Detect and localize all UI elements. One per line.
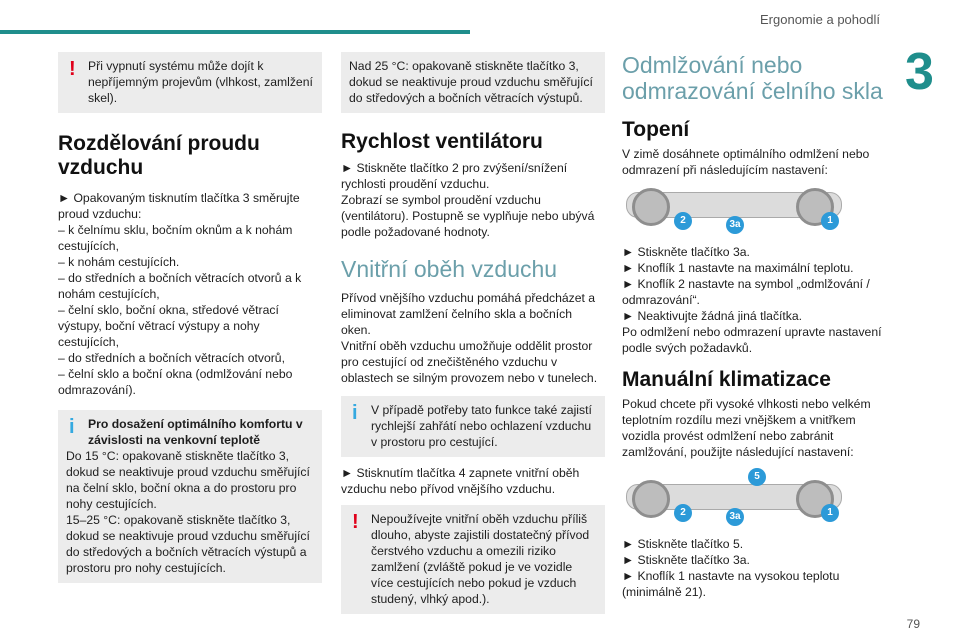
info-title: Pro dosažení optimálního komfortu v závislosti na venkovní teplotě [88, 417, 303, 447]
paragraph: Zobrazí se symbol proudění vzduchu (ventilátoru). Postupně se vyplňuje nebo ubývá podle požadované hodnoty. [341, 193, 595, 239]
info-text: 15–25 °C: opakovaně stiskněte tlačítko 3, dokud se neaktivuje proud vzduchu směřující do středových a bočních větracích výstupů a prostoru pro nohy cestujících. [66, 513, 310, 575]
info-text: V případě potřeby tato funkce také zajistí rychlejší zahřátí nebo ochlazení vzduchu v prostoru pro cestující. [371, 403, 592, 449]
list-item: ► Stiskněte tlačítko 3a. [622, 553, 750, 567]
list-item: ► Knoflík 2 nastavte na symbol „odmlžování / odmrazování“. [622, 277, 870, 307]
callout-badge: 3a [726, 508, 744, 526]
callout-badge: 1 [821, 504, 839, 522]
list-item: – do středních a bočních větracích otvorů a k nohám cestujících, [58, 271, 302, 301]
paragraph: ► Stisknutím tlačítka 4 zapnete vnitřní oběh vzduchu nebo přívod vnějšího vzduchu. [341, 466, 580, 496]
warning-icon: ! [352, 511, 359, 533]
list-item: – k nohám cestujících. [58, 255, 180, 269]
list-item: – čelní sklo, boční okna, středové větrací výstupy, boční větrací výstupy a nohy cestujících, [58, 303, 279, 349]
warning-box [341, 505, 605, 614]
callout-badge: 3a [726, 216, 744, 234]
info-box [341, 396, 605, 457]
warning-text: Při vypnutí systému může dojít k nepříjemným projevům (vlhkost, zamlžení skel). [88, 59, 313, 105]
note-box [341, 52, 605, 113]
control-panel-illustration [626, 470, 840, 526]
list-item: – k čelnímu sklu, bočním oknům a k nohám cestujících, [58, 223, 293, 253]
info-text: Do 15 °C: opakovaně stiskněte tlačítko 3, dokud se neaktivuje proud vzduchu směřující na čelní sklo, boční okna a do prostoru pro nohy cestujících. [66, 449, 310, 511]
heading-fan-speed: Rychlost ventilátoru [341, 130, 543, 153]
warning-box [58, 52, 322, 113]
heading-manual-ac: Manuální klimatizace [622, 368, 831, 391]
list-item: ► Knoflík 1 nastavte na vysokou teplotu (minimálně 21). [622, 569, 840, 599]
chapter-number: 3 [905, 43, 934, 101]
info-icon: i [352, 402, 358, 424]
warning-text: Nepoužívejte vnitřní oběh vzduchu příliš dlouho, abyste zajistili dostatečný přívod čerstvého vzduchu a omezili riziko zamlžení (zvláště pokud je ve vozidle více cestujících nebo pokud je vzduch studený, vlhký apod.). [371, 512, 590, 606]
heading-air-distribution: Rozdělování proudu vzduchu [58, 132, 260, 179]
callout-badge: 2 [674, 504, 692, 522]
heating-steps [622, 244, 884, 356]
paragraph: Přívod vnějšího vzduchu pomáhá předcházet a eliminovat zamlžení čelního skla a bočních oken. [341, 291, 596, 337]
paragraph: ► Stiskněte tlačítko 2 pro zvýšení/snížení rychlosti proudění vzduchu. [341, 161, 568, 191]
left-knob-icon [632, 188, 670, 226]
note-text: Nad 25 °C: opakovaně stiskněte tlačítko 3, dokud se neaktivuje proud vzduchu směřující do středových a bočních větracích výstupů. [349, 59, 593, 105]
info-icon: i [69, 416, 75, 438]
manual-ac-steps [622, 536, 884, 600]
recirculation-text [341, 290, 605, 386]
list-item: – do středních a bočních větracích otvorů, [58, 351, 285, 365]
column-1 [58, 52, 322, 583]
heading-recirculation: Vnitřní oběh vzduchu [341, 256, 558, 282]
column-2 [341, 52, 605, 614]
heading-heating: Topení [622, 118, 690, 141]
header-bar [0, 30, 470, 34]
distribution-list [58, 190, 322, 398]
list-item: ► Opakovaným tisknutím tlačítka 3 směrujte proud vzduchu: [58, 191, 300, 221]
list-item: Po odmlžení nebo odmrazení upravte nastavení podle svých požadavků. [622, 325, 882, 355]
control-panel-illustration [626, 184, 840, 234]
page-number: 79 [906, 617, 920, 631]
list-item: ► Stiskněte tlačítko 5. [622, 537, 744, 551]
column-3 [622, 52, 884, 600]
list-item: ► Knoflík 1 nastavte na maximální teplotu. [622, 261, 854, 275]
left-knob-icon [632, 480, 670, 518]
info-box [58, 410, 322, 583]
paragraph: Vnitřní oběh vzduchu umožňuje oddělit prostor pro cestující od znečištěného vzduchu v oblastech se silným provozem nebo v tunelech. [341, 339, 598, 385]
list-item: – čelní sklo a boční okna (odmlžování nebo odmrazování). [58, 367, 293, 397]
callout-badge: 1 [821, 212, 839, 230]
callout-badge: 5 [748, 468, 766, 486]
paragraph: V zimě dosáhnete optimálního odmlžení nebo odmrazení při následujícím nastavení: [622, 147, 870, 177]
list-item: ► Neaktivujte žádná jiná tlačítka. [622, 309, 803, 323]
list-item: ► Stiskněte tlačítko 3a. [622, 245, 750, 259]
callout-badge: 2 [674, 212, 692, 230]
section-title: Ergonomie a pohodlí [760, 12, 880, 27]
heading-defog: Odmlžování nebo odmrazování čelního skla [622, 52, 883, 104]
paragraph: Pokud chcete při vysoké vlhkosti nebo velkém teplotním rozdílu mezi vnějškem a vnitřkem vozidla provést odmlžení nebo zabránit zamlžování, použijte následující nastavení: [622, 397, 871, 459]
fan-speed-text [341, 160, 605, 240]
warning-icon: ! [69, 58, 76, 80]
